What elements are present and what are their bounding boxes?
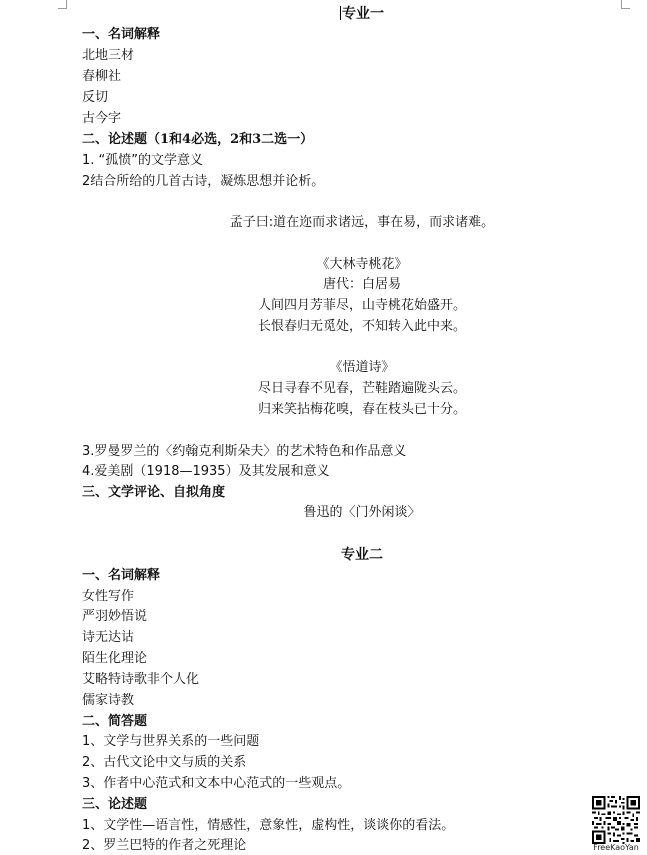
text-cursor: [340, 6, 341, 20]
section2-short-answer: 2、古代文论中文与质的关系: [82, 755, 247, 770]
page-corner-mark-left: [58, 0, 67, 9]
section1-question-2: 2结合所给的几首古诗，凝炼思想并论析。: [82, 174, 325, 189]
section1-part3-heading: 三、文学评论、自拟角度: [82, 485, 226, 500]
poem1-line: 长恨春归无觅处，不知转入此中来。: [257, 319, 466, 334]
section2-part2-heading: 二、简答题: [82, 714, 148, 729]
section1-question-4: 4.爱美剧（1918—1935）及其发展和意义: [82, 464, 330, 479]
qr-code-label: FreeKaoYan: [593, 843, 639, 852]
section2-part3-heading: 三、论述题: [82, 797, 148, 812]
section2-term: 严羽妙悟说: [82, 609, 148, 624]
section1-question-3: 3.罗曼罗兰的〈约翰克利斯朵夫〉的艺术特色和作品意义: [82, 444, 407, 459]
section2-essay: 1、文学性—语言性，情感性，意象性，虚构性，谈谈你的看法。: [82, 818, 455, 833]
section2-term: 艾略特诗歌非个人化: [82, 672, 200, 687]
poem1-author: 唐代：白居易: [322, 277, 401, 292]
section1-part2-heading: 二、论述题（1和4必选，2和3二选一）: [82, 132, 314, 147]
section2-part1-heading: 一、名词解释: [82, 568, 161, 583]
poem2-line: 归来笑拈梅花嗅，春在枝头已十分。: [257, 402, 466, 417]
section2-term: 陌生化理论: [82, 651, 148, 666]
section2-title: 专业二: [341, 547, 383, 563]
section2-term: 女性写作: [82, 589, 135, 604]
section1-title: 专业一: [342, 6, 384, 22]
qr-code-icon: [592, 796, 640, 844]
section2-term: 诗无达诂: [82, 630, 135, 645]
section2-term: 儒家诗教: [82, 693, 135, 708]
poem1-title: 《大林寺桃花》: [316, 257, 408, 272]
poem2-title: 《悟道诗》: [329, 360, 395, 375]
section1-term: 古今字: [82, 111, 122, 126]
section2-short-answer: 1、文学与世界关系的一些问题: [82, 734, 260, 749]
poem2-line: 尽日寻春不见春，芒鞋踏遍陇头云。: [257, 381, 466, 396]
section1-part1-heading: 一、名词解释: [82, 27, 161, 42]
section1-term: 北地三材: [82, 48, 135, 63]
section1-question-1: 1. “孤愤”的文学意义: [82, 153, 204, 168]
section1-term: 春柳社: [82, 69, 122, 84]
section2-short-answer: 3、作者中心范式和文本中心范式的一些观点。: [82, 776, 351, 791]
poem1-line: 人间四月芳菲尽，山寺桃花始盛开。: [257, 298, 466, 313]
section1-term: 反切: [82, 90, 109, 105]
mencius-quote: 孟子曰:道在迩而求诸远，事在易，而求诸难。: [229, 215, 495, 230]
critique-target: 鲁迅的〈门外闲谈〉: [303, 505, 421, 520]
section2-essay: 2、罗兰巴特的作者之死理论: [82, 838, 247, 853]
